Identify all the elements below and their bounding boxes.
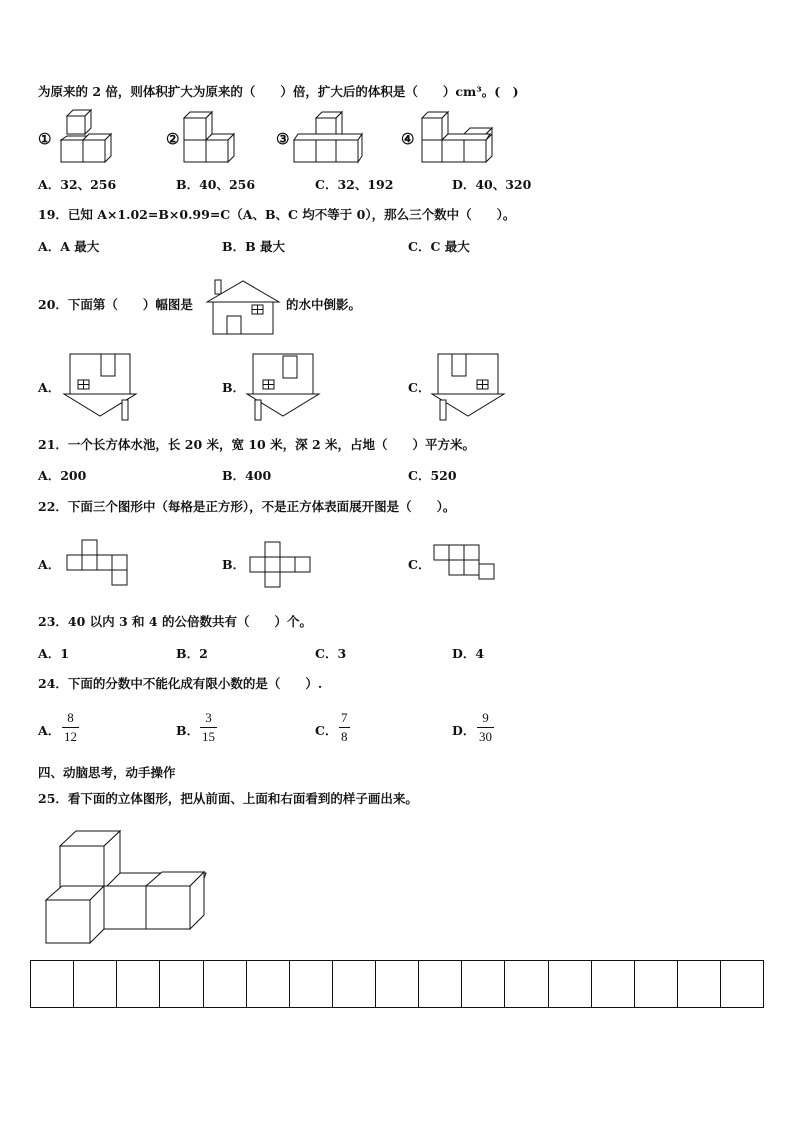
q24-option-c[interactable]: C． (315, 723, 338, 738)
fraction-bar (62, 727, 79, 728)
answer-grid-cell[interactable] (678, 961, 721, 1007)
q24-stem: 24．下面的分数中不能化成有限小数的是（ ）. (38, 676, 323, 691)
q25-cube-solid-figure (42, 828, 210, 948)
q23-stem: 23．40 以内 3 和 4 的公倍数共有（ ）个。 (38, 614, 312, 629)
q23-option-d[interactable]: D．4 (452, 646, 485, 661)
q18-fig-label-3: ③ (276, 130, 290, 148)
q22-option-c[interactable]: C． (408, 557, 431, 572)
q24-option-b[interactable]: B． (176, 723, 200, 738)
q22-net-figure-b (249, 540, 311, 592)
answer-grid-cell[interactable] (160, 961, 203, 1007)
q24-fraction-a (62, 711, 79, 744)
q18-option-b[interactable]: B．40、256 (176, 177, 256, 192)
q20-option-c[interactable]: C． (408, 380, 431, 395)
q25-stem: 25．看下面的立体图形，把从前面、上面和右面看到的样子画出来。 (38, 791, 418, 806)
q24-fraction-a-numerator: 8 (67, 710, 74, 725)
answer-grid-cell[interactable] (117, 961, 160, 1007)
q20-stem-after: 的水中倒影。 (286, 297, 362, 312)
q20-stem-before: 20．下面第（ ）幅图是 (38, 297, 193, 312)
answer-grid-cell[interactable] (290, 961, 333, 1007)
q18-option-a[interactable]: A．32、256 (38, 177, 117, 192)
answer-grid-cell[interactable] (549, 961, 592, 1007)
q21-stem: 21．一个长方体水池，长 20 米，宽 10 米，深 2 米，占地（ ）平方米。 (38, 437, 475, 452)
q18-option-d[interactable]: D．40、320 (452, 177, 532, 192)
q24-fraction-c-numerator: 7 (341, 710, 348, 725)
q24-fraction-b-numerator: 3 (205, 710, 212, 725)
answer-grid-cell[interactable] (635, 961, 678, 1007)
q24-fraction-b-denominator: 15 (202, 729, 215, 744)
q19-stem: 19．已知 A×1.02=B×0.99=C（A、B、C 均不等于 0），那么三个数中（ ）。 (38, 207, 516, 222)
q24-fraction-d-denominator: 30 (479, 729, 492, 744)
q23-option-c[interactable]: C．3 (315, 646, 347, 661)
q24-fraction-d-numerator: 9 (482, 710, 489, 725)
answer-grid-cell[interactable] (74, 961, 117, 1007)
q21-option-a[interactable]: A．200 (38, 468, 87, 483)
answer-grid-cell[interactable] (376, 961, 419, 1007)
q20-reflection-figure-a (62, 352, 140, 422)
q19-option-c[interactable]: C．C 最大 (408, 239, 470, 254)
q18-fig-label-2: ② (166, 130, 180, 148)
q20-reflection-figure-c (430, 352, 508, 422)
q22-stem: 22．下面三个图形中（每格是正方形），不是正方体表面展开图是（ ）。 (38, 499, 456, 514)
answer-grid-cell[interactable] (247, 961, 290, 1007)
answer-grid-cell[interactable] (505, 961, 548, 1007)
section-4-title: 四、动脑思考，动手操作 (38, 765, 176, 780)
answer-grid-cell[interactable] (333, 961, 376, 1007)
answer-grid-cell[interactable] (592, 961, 635, 1007)
q19-option-a[interactable]: A．A 最大 (38, 239, 100, 254)
q22-option-a[interactable]: A． (38, 557, 61, 572)
q20-option-a[interactable]: A． (38, 380, 61, 395)
answer-grid[interactable] (30, 960, 764, 1008)
fraction-bar (200, 727, 217, 728)
fraction-bar (339, 727, 350, 728)
q23-option-a[interactable]: A．1 (38, 646, 69, 661)
answer-grid-cell[interactable] (462, 961, 505, 1007)
q23-option-b[interactable]: B．2 (176, 646, 208, 661)
q18-fig-label-1: ① (38, 130, 52, 148)
q22-option-b[interactable]: B． (222, 557, 246, 572)
q18-cube-figure-4 (420, 112, 500, 164)
q24-fraction-d (477, 711, 494, 744)
q24-option-a[interactable]: A． (38, 723, 61, 738)
q24-fraction-a-denominator: 12 (64, 729, 77, 744)
q18-cube-figure-2 (180, 112, 235, 164)
q24-fraction-b (200, 711, 217, 744)
q21-option-c[interactable]: C．520 (408, 468, 457, 483)
q18-option-c[interactable]: C．32、192 (315, 177, 394, 192)
q18-fig-label-4: ④ (401, 130, 415, 148)
answer-grid-cell[interactable] (204, 961, 247, 1007)
q18-stem: 为原来的 2 倍，则体积扩大为原来的（ ）倍，扩大后的体积是（ ）cm³。( ) (38, 84, 519, 99)
fraction-bar (477, 727, 494, 728)
q24-option-d[interactable]: D． (452, 723, 476, 738)
answer-grid-cell[interactable] (31, 961, 74, 1007)
house-icon (205, 278, 283, 336)
q21-option-b[interactable]: B．400 (222, 468, 272, 483)
q20-option-b[interactable]: B． (222, 380, 246, 395)
q18-cube-figure-3 (292, 112, 364, 164)
q20-reflection-figure-b (245, 352, 323, 422)
q22-net-figure-c (433, 543, 495, 585)
q19-option-b[interactable]: B．B 最大 (222, 239, 285, 254)
q22-net-figure-a (66, 538, 128, 592)
q24-fraction-c-denominator: 8 (341, 729, 348, 744)
q18-cube-figure-1 (55, 110, 115, 168)
q24-fraction-c (339, 711, 350, 744)
answer-grid-cell[interactable] (419, 961, 462, 1007)
answer-grid-cell[interactable] (721, 961, 763, 1007)
